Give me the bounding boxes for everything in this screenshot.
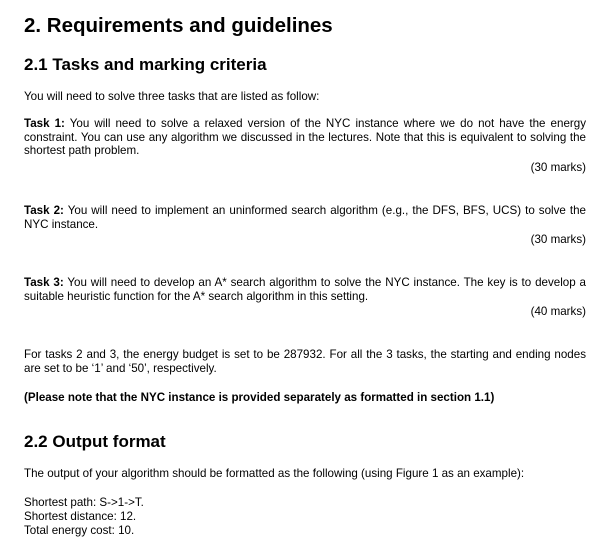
task-3-marks: (40 marks)	[530, 305, 586, 318]
section-heading: 2. Requirements and guidelines	[24, 14, 333, 37]
example-line-energy: Total energy cost: 10.	[24, 524, 135, 537]
settings-paragraph: For tasks 2 and 3, the energy budget is set to be 287932. For all the 3 tasks, the starting and ending nodes are set to be ‘1’ and ‘50’, respectively.	[24, 348, 586, 375]
task-1-paragraph	[24, 117, 586, 158]
instance-note: (Please note that the NYC instance is provided separately as formatted in section 1.1)	[24, 391, 495, 404]
task-3-text: You will need to develop an A* search algorithm to solve the NYC instance. The key is to develop a suitable heuristic function for the A* search algorithm in this setting.	[24, 276, 586, 303]
task-1-text: You will need to solve a relaxed version of the NYC instance where we do not have the energy constraint. You can use any algorithm we discussed in the lectures. Note that this is equivalent to solving the shortest path problem.	[24, 117, 586, 158]
task-1-label: Task 1:	[24, 117, 65, 130]
output-intro: The output of your algorithm should be formatted as the following (using Figure 1 as an example):	[24, 467, 525, 480]
task-2-text: You will need to implement an uninformed search algorithm (e.g., the DFS, BFS, UCS) to solve the NYC instance.	[24, 204, 586, 231]
task-3-paragraph	[24, 276, 586, 303]
output-subheading: 2.2 Output format	[24, 432, 166, 451]
task-2-label: Task 2:	[24, 204, 64, 217]
task-2-marks: (30 marks)	[530, 233, 586, 246]
task-2-paragraph	[24, 204, 586, 231]
example-line-distance: Shortest distance: 12.	[24, 510, 137, 523]
tasks-subheading: 2.1 Tasks and marking criteria	[24, 55, 267, 74]
tasks-intro: You will need to solve three tasks that are listed as follow:	[24, 90, 320, 103]
example-line-path: Shortest path: S->1->T.	[24, 496, 144, 509]
task-1-marks: (30 marks)	[530, 161, 586, 174]
task-3-label: Task 3:	[24, 276, 64, 289]
